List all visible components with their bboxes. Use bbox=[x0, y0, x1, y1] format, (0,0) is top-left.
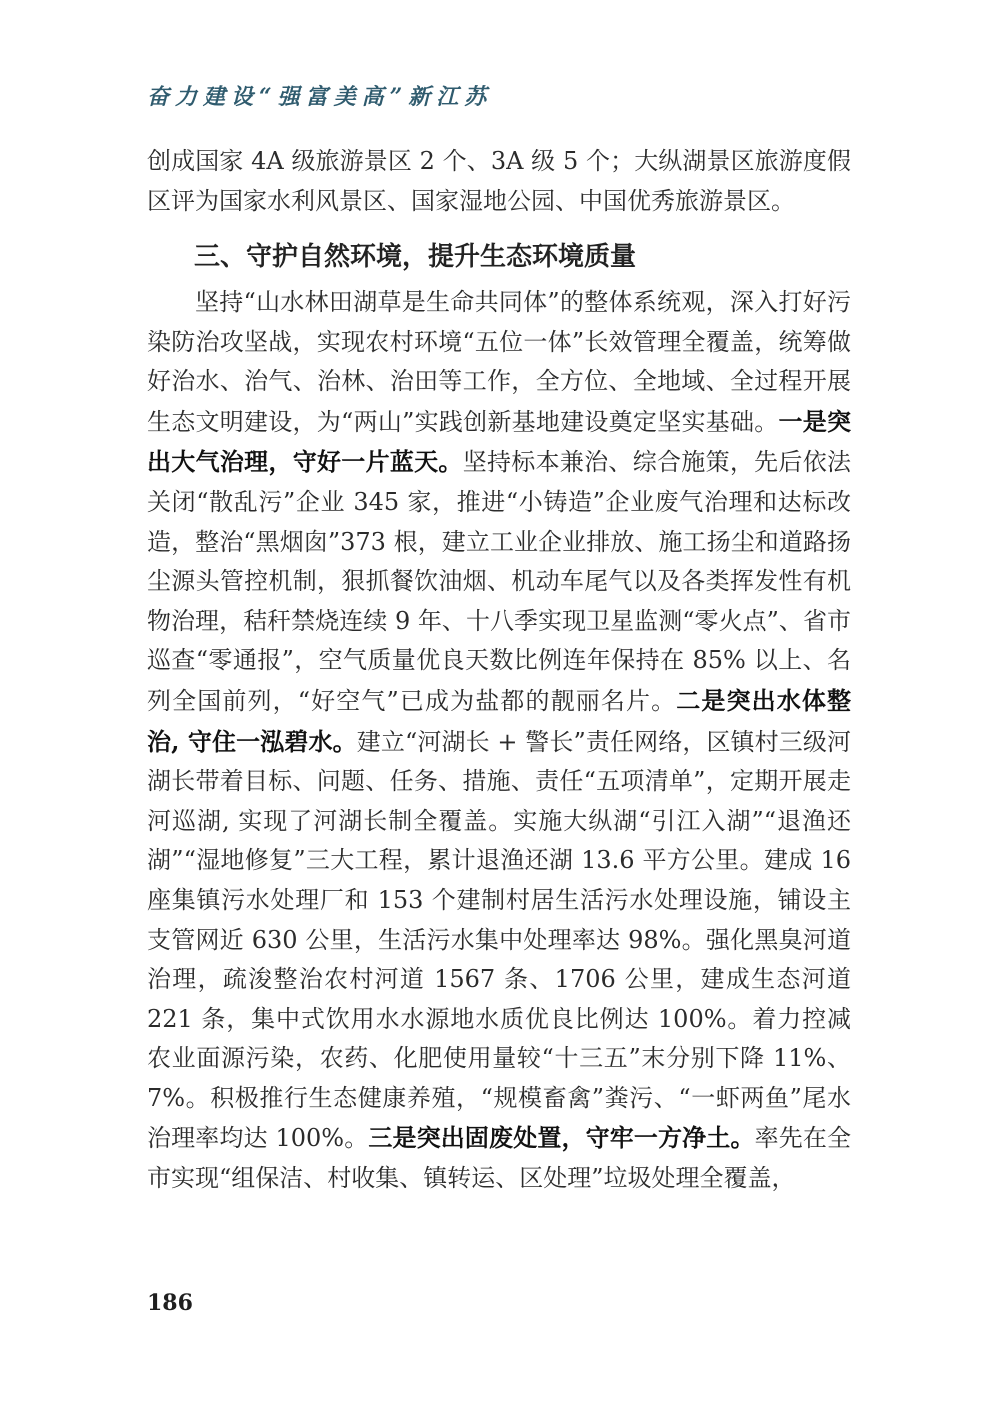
lead-air-governance: 一是突出大气治理，守好一片蓝天。 bbox=[147, 406, 851, 477]
water-governance-text: 建立“河湖长 + 警长”责任网络，区镇村三级河湖长带着目标、问题、任务、措施、责任“五项清单”，定期开展走河巡湖, 实现了河湖长制全覆盖。实施大纵湖“引江入湖”“退渔还湖”“湿地修复”三大工程，累计退渔还湖 13.6 平方公里。建成 16 座集镇污水处理厂和 153 个建制村居生活污水处理设施，铺设主支管网近 630 公里，生活污水集中处理率达 98%。强化黑臭河道治理，疏浚整治农村河道 1567 条、1706 公里，建成生态河道 221 条，集中式饮用水水源地水质优良比例达 100%。着力控减农业面源污染，农药、化肥使用量较“十三五”末分别下降 11%、7%。积极推行生态健康养殖，“规模畜禽”粪污、“一虾两鱼”尾水治理率均达 100%。 bbox=[147, 727, 852, 1153]
lead-water-governance: 二是突出水体整治, 守住一泓碧水。 bbox=[147, 685, 852, 756]
running-header: 奋力建设“强富美高”新江苏 bbox=[147, 84, 493, 110]
opening-text: 坚持“山水林田湖草是生命共同体”的整体系统观，深入打好污染防治攻坚战，实现农村环境“五位一体”长效管理全覆盖，统筹做好治水、治气、治林、治田等工作，全方位、全地域、全过程开展生态文明建设，为“两山”实践创新基地建设奠定坚实基础。 bbox=[147, 288, 851, 436]
section-heading: 三、守护自然环境，提升生态环境质量 bbox=[194, 242, 637, 272]
page-number: 186 bbox=[147, 1290, 193, 1316]
main-body bbox=[147, 283, 851, 1199]
lead-solid-waste: 三是突出固废处置，守牢一方净土。 bbox=[368, 1123, 755, 1153]
solid-waste-text: 率先在全市实现“组保洁、村收集、镇转运、区处理”垃圾处理全覆盖， bbox=[147, 1124, 852, 1193]
air-governance-text: 坚持标本兼治、综合施策，先后依法关闭“散乱污”企业 345 家，推进“小铸造”企业废气治理和达标改造，整治“黑烟囱”373 根，建立工业企业排放、施工扬尘和道路扬尘源头管控机制，狠抓餐饮油烟、机动车尾气以及各类挥发性有机物治理，秸秆禁烧连续 9 年、十八季实现卫星监测“零火点”、省市巡查“零通报”，空气质量优良天数比例连年保持在 85% 以上、名列全国前列，“好空气”已成为盐都的靓丽名片。 bbox=[147, 448, 852, 715]
main-paragraph bbox=[147, 283, 851, 1199]
intro-paragraph: 创成国家 4A 级旅游景区 2 个、3A 级 5 个；大纵湖景区旅游度假区评为国家水利风景区、国家湿地公园、中国优秀旅游景区。 bbox=[147, 147, 851, 215]
